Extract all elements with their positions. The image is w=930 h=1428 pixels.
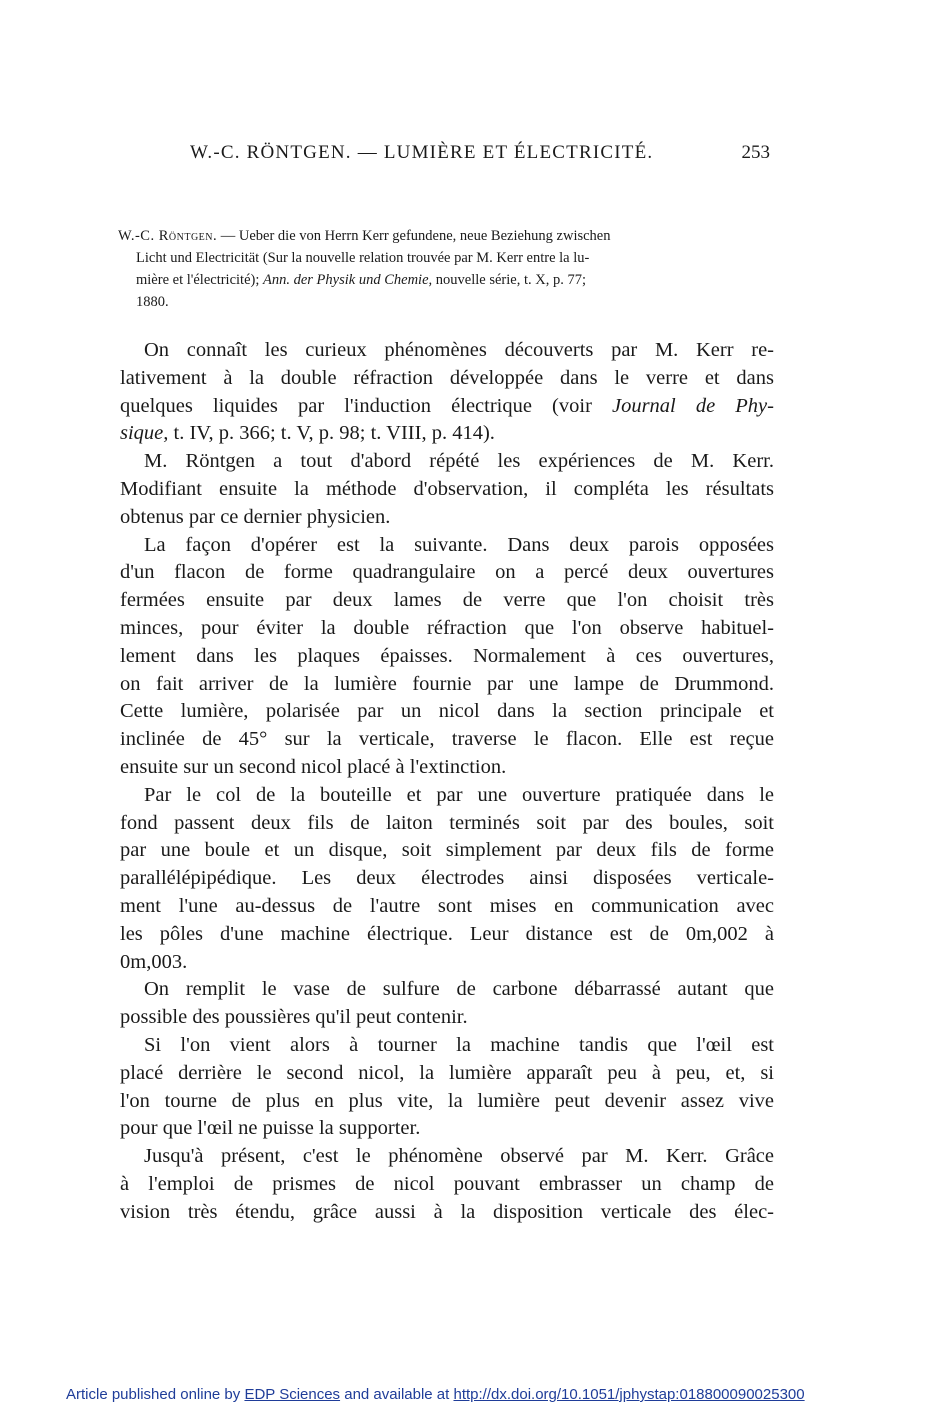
text-line: on fait arriver de la lumière fournie par une lampe de Drummond.	[120, 672, 774, 695]
text-line: Jusqu'à présent, c'est le phénomène observé par M. Kerr. Grâce	[144, 1145, 774, 1168]
text-line: inclinée de 45° sur la verticale, traverse le flacon. Elle est reçue	[120, 728, 774, 751]
text-line: par une boule et un disque, soit simplement par deux fils de forme	[120, 839, 774, 862]
text-line: M. Röntgen a tout d'abord répété les expériences de M. Kerr.	[144, 450, 774, 473]
text-line: les pôles d'une machine électrique. Leur distance est de 0m,002 à	[120, 922, 774, 945]
paragraph	[120, 337, 774, 448]
text-line: Par le col de la bouteille et par une ouverture pratiquée dans le	[144, 783, 774, 806]
text-line: parallélépipédique. Les deux électrodes ainsi disposées verticale-	[120, 867, 774, 890]
citation-line	[118, 225, 774, 247]
text-line: possible des poussières qu'il peut contenir.	[120, 1006, 468, 1029]
text-line: obtenus par ce dernier physicien.	[120, 505, 391, 528]
citation-journal: Ann. der Physik und Chemie,	[263, 272, 433, 288]
publisher-link[interactable]: EDP Sciences	[244, 1386, 341, 1403]
running-title: W.-C. RÖNTGEN. — LUMIÈRE ET ÉLECTRICITÉ.	[190, 142, 654, 163]
text-run: quelques liquides par l'induction électrique (voir	[120, 394, 612, 417]
page-number: 253	[741, 142, 770, 163]
running-head	[190, 142, 770, 168]
text-line: fermées ensuite par deux lames de verre que l'on choisit très	[120, 589, 774, 612]
text-line: 0m,003.	[120, 950, 188, 973]
text-line: lativement à la double réfraction développée dans le verre et dans	[120, 366, 774, 389]
text-run: t. IV, p. 366; t. V, p. 98; t. VIII, p. 414).	[168, 422, 495, 445]
text-line: à l'emploi de prismes de nicol pouvant embrasser un champ de	[120, 1172, 774, 1195]
text-line: placé derrière le second nicol, la lumière apparaît peu à peu, et, si	[120, 1061, 774, 1084]
text-line: La façon d'opérer est la suivante. Dans deux parois opposées	[144, 533, 774, 556]
paragraph	[120, 532, 774, 782]
citation-title-text: — Ueber die von Herrn Kerr gefundene, neue Beziehung zwischen	[217, 228, 611, 244]
publisher-footer	[66, 1386, 866, 1410]
paragraph	[120, 782, 774, 977]
paragraph	[120, 448, 774, 531]
text-line	[120, 393, 774, 421]
text-line: l'on tourne de plus en plus vite, la lumière peut devenir assez vive	[120, 1089, 774, 1112]
citation-line: Licht und Electricität (Sur la nouvelle relation trouvée par M. Kerr entre la lu-	[136, 250, 590, 266]
doi-link[interactable]: http://dx.doi.org/10.1051/jphystap:018800090025300	[453, 1386, 805, 1403]
citation-line	[118, 269, 774, 291]
paragraph	[120, 976, 774, 1032]
text-line: Si l'on vient alors à tourner la machine tandis que l'œil est	[144, 1033, 774, 1056]
text-line: lement dans les plaques épaisses. Normalement à ces ouvertures,	[120, 644, 774, 667]
citation-text: mière et l'électricité);	[136, 272, 263, 288]
footer-prefix: Article published online by	[66, 1386, 245, 1403]
bibliographic-citation	[118, 225, 774, 313]
text-line: On connaît les curieux phénomènes découverts par M. Kerr re-	[144, 339, 774, 361]
text-line: d'un flacon de forme quadrangulaire on a percé deux ouvertures	[120, 561, 774, 584]
article-body	[120, 337, 774, 1227]
citation-year: 1880.	[136, 294, 169, 310]
text-line: ment l'une au-dessus de l'autre sont mises en communication avec	[120, 894, 774, 917]
text-line: pour que l'œil ne puisse la supporter.	[120, 1117, 421, 1140]
text-line: minces, pour éviter la double réfraction que l'on observe habituel-	[120, 616, 774, 639]
text-line: ensuite sur un second nicol placé à l'extinction.	[120, 755, 507, 778]
footer-middle: and available at	[340, 1386, 454, 1403]
citation-text: nouvelle série, t. X, p. 77;	[432, 272, 586, 288]
journal-reference: Journal de Phy-	[611, 394, 774, 417]
text-line: fond passent deux fils de laiton terminés soit par des boules, soit	[120, 811, 774, 834]
text-line: Cette lumière, polarisée par un nicol dans la section principale et	[120, 700, 774, 723]
paragraph	[120, 1032, 774, 1143]
citation-author: W.-C. Röntgen.	[118, 228, 218, 244]
text-line	[120, 420, 774, 448]
text-line: vision très étendu, grâce aussi à la disposition verticale des élec-	[120, 1200, 774, 1223]
text-line: On remplit le vase de sulfure de carbone débarrassé autant que	[144, 978, 774, 1001]
paragraph	[120, 1143, 774, 1226]
journal-reference: sique,	[120, 422, 169, 445]
text-line: Modifiant ensuite la méthode d'observation, il compléta les résultats	[120, 477, 774, 500]
